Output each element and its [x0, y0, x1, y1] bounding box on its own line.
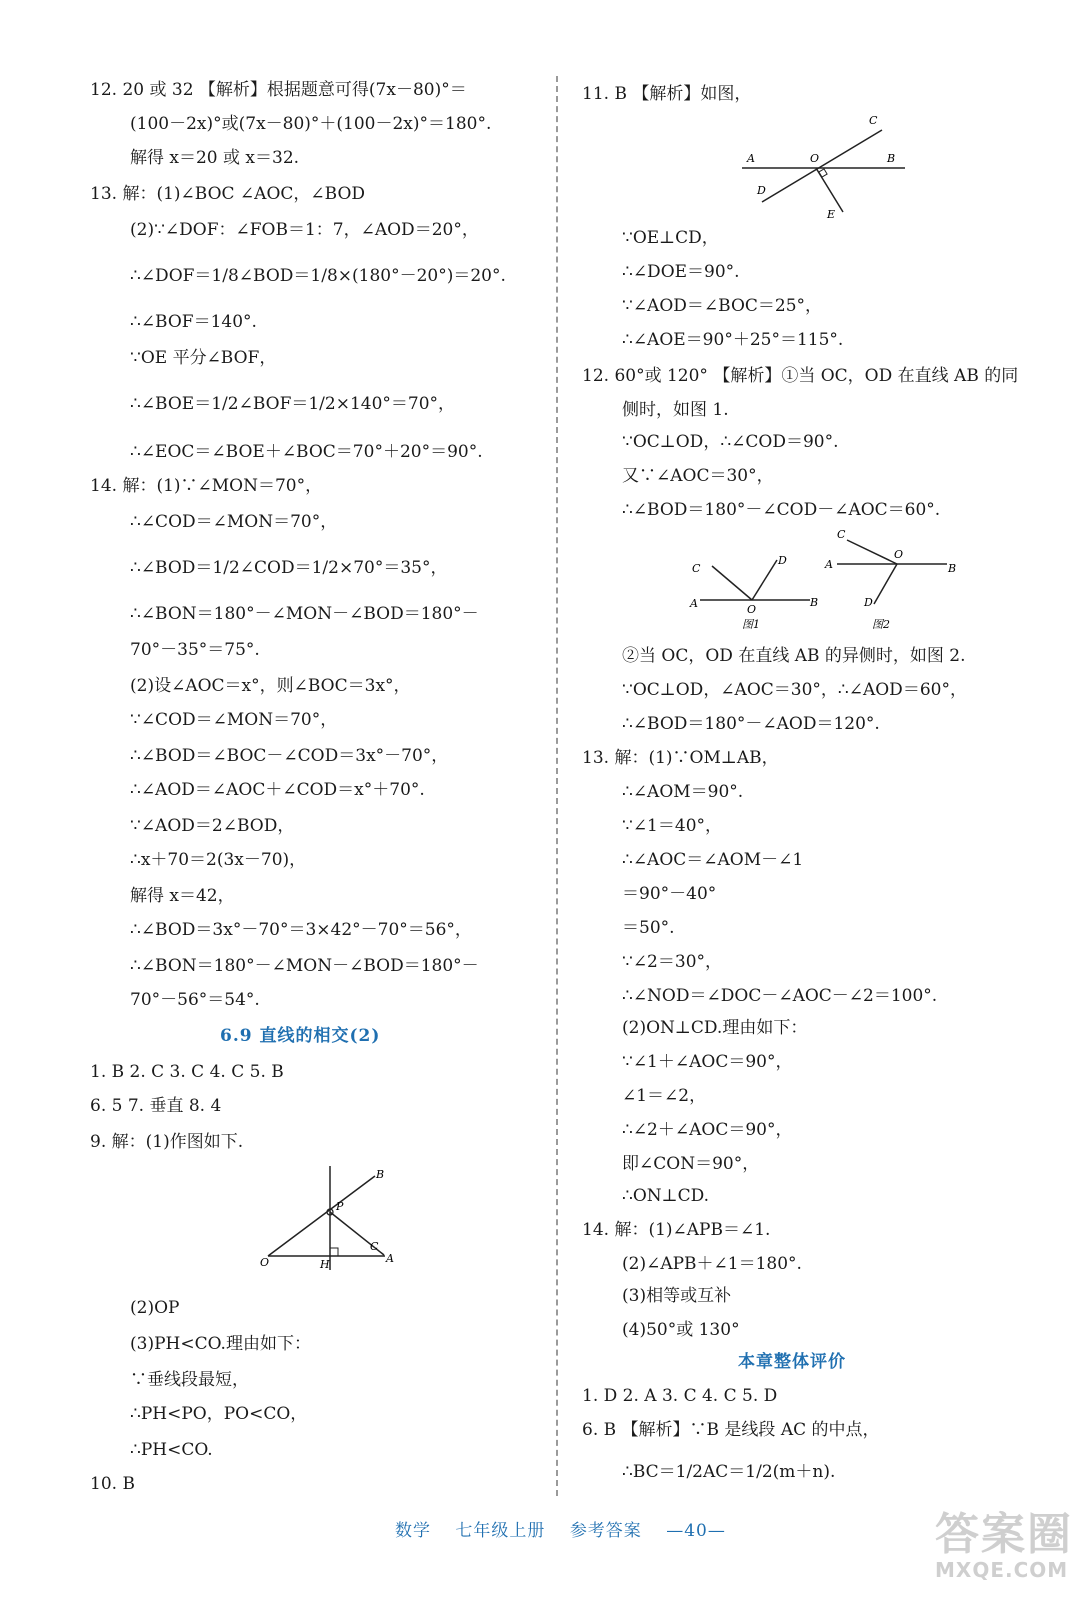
label-C: C [869, 114, 878, 127]
label-P: P [336, 1200, 344, 1213]
right-line: ∴∠2＋∠AOC＝90°， [622, 1120, 793, 1140]
right-line: 1. D 2. A 3. C 4. C 5. D [582, 1386, 778, 1406]
label-E: E [827, 208, 836, 221]
left-line: 70°－35°＝75°. [130, 640, 260, 660]
right-line: ∵OC⊥OD，∠AOC＝30°，∴∠AOD＝60°， [622, 680, 967, 700]
right-line: 侧时，如图 1. [622, 400, 729, 420]
fig1-label-B: B [810, 596, 819, 609]
footer-section: 参考答案 [569, 1521, 642, 1541]
right-line: ∴∠AOC＝∠AOM－∠1 [622, 850, 804, 870]
left-line: ∵OE 平分∠BOF， [130, 348, 277, 368]
footer-subject: 数学 [395, 1521, 431, 1541]
left-line: 解得 x＝42， [130, 886, 235, 906]
left-line: ∴PH<PO，PO<CO， [130, 1404, 308, 1424]
figure-q9 [260, 1162, 400, 1277]
right-line: (3)相等或互补 [622, 1286, 732, 1306]
right-line: ∠1＝∠2， [622, 1086, 707, 1106]
label-A: A [747, 152, 755, 165]
right-line: ＝90°－40° [622, 884, 717, 904]
left-line: 9. 解：(1)作图如下. [90, 1132, 244, 1152]
left-line: ∵垂线段最短， [130, 1370, 249, 1390]
fig1-label-D: D [778, 554, 787, 567]
left-line: ∵∠AOD＝2∠BOD， [130, 816, 295, 836]
figure-q11 [737, 112, 912, 227]
left-line: ∵∠COD＝∠MON＝70°， [130, 710, 338, 730]
left-line: ∴∠BOE＝1/2∠BOF＝1/2×140°＝70°， [130, 394, 456, 414]
left-line: ∴x＋70＝2(3x－70)， [130, 850, 307, 870]
left-line: 13. 解：(1)∠BOC ∠AOC，∠BOD [90, 184, 366, 204]
right-line: ∴∠BOD＝180°－∠COD－∠AOC＝60°. [622, 500, 941, 520]
section-title-chapter-review: 本章整体评价 [738, 1352, 846, 1372]
left-line: 解得 x＝20 或 x＝32. [130, 148, 300, 168]
right-line: (2)ON⊥CD.理由如下： [622, 1018, 808, 1038]
left-line: ∴∠EOC＝∠BOE＋∠BOC＝70°＋20°＝90°. [130, 442, 483, 462]
label-B: B [376, 1168, 385, 1181]
fig1-caption: 图1 [742, 618, 760, 631]
right-line: 12. 60°或 120° 【解析】①当 OC，OD 在直线 AB 的同 [582, 366, 1019, 386]
right-line: ∴∠AOM＝90°. [622, 782, 744, 802]
left-line: ∴∠DOF＝1/8∠BOD＝1/8×(180°－20°)＝20°. [130, 266, 506, 286]
label-H: H [320, 1258, 330, 1271]
left-line: ∴∠AOD＝∠AOC＋∠COD＝x°＋70°. [130, 780, 425, 800]
left-line: ∴∠BOD＝1/2∠COD＝1/2×70°＝35°， [130, 558, 448, 578]
fig2-label-A: A [825, 558, 833, 571]
label-D: D [757, 184, 766, 197]
right-line: (4)50°或 130° [622, 1320, 740, 1340]
fig1-label-O: O [747, 603, 757, 616]
left-line: ∴∠BOD＝3x°－70°＝3×42°－70°＝56°， [130, 920, 472, 940]
left-line: 10. B [90, 1474, 135, 1494]
right-line: ∵∠2＝30°， [622, 952, 723, 972]
footer-grade: 七年级上册 [455, 1521, 546, 1541]
left-line: ∴PH<CO. [130, 1440, 213, 1460]
label-A: A [386, 1252, 394, 1265]
fig2-label-D: D [864, 596, 873, 609]
fig2-caption: 图2 [872, 618, 890, 631]
label-O: O [260, 1256, 270, 1269]
left-line: (2)∵∠DOF：∠FOB＝1：7，∠AOD＝20°， [130, 220, 479, 240]
left-line: (3)PH<CO.理由如下： [130, 1334, 311, 1354]
fig2-label-C: C [837, 528, 846, 541]
right-line: ＝50°. [622, 918, 675, 938]
column-divider [556, 76, 558, 1496]
fig2-label-B: B [948, 562, 957, 575]
right-line: ∴ON⊥CD. [622, 1186, 710, 1206]
label-B: B [887, 152, 896, 165]
right-line: ∴∠NOD＝∠DOC－∠AOC－∠2＝100°. [622, 986, 938, 1006]
label-O: O [810, 152, 820, 165]
right-line: ∴∠BOD＝180°－∠AOD＝120°. [622, 714, 880, 734]
right-line: ∵∠1＝40°， [622, 816, 723, 836]
right-line: ∵∠AOD＝∠BOC＝25°， [622, 296, 823, 316]
fig2-label-O: O [894, 548, 904, 561]
left-line: 14. 解：(1)∵∠MON＝70°， [90, 476, 323, 496]
left-line: ∴∠BOD＝∠BOC－∠COD＝3x°－70°， [130, 746, 449, 766]
watermark-logo: 答案圈 MXQE.COM [935, 1509, 1073, 1582]
right-line: 14. 解：(1)∠APB＝∠1. [582, 1220, 771, 1240]
right-line: ∵OC⊥OD，∴∠COD＝90°. [622, 432, 839, 452]
right-line: (2)∠APB＋∠1＝180°. [622, 1254, 802, 1274]
left-line: 1. B 2. C 3. C 4. C 5. B [90, 1062, 284, 1082]
right-line: ∴∠DOE＝90°. [622, 262, 740, 282]
right-line: 又∵∠AOC＝30°， [622, 466, 774, 486]
label-C: C [370, 1240, 379, 1253]
section-title-6-9: 6.9 直线的相交(2) [220, 1026, 381, 1046]
right-line: ∵OE⊥CD， [622, 228, 719, 248]
left-line: (2)OP [130, 1298, 180, 1318]
right-line: 13. 解：(1)∵OM⊥AB， [582, 748, 779, 768]
figure-q12 [682, 524, 972, 639]
left-line: ∴∠COD＝∠MON＝70°， [130, 512, 338, 532]
right-line: ∵∠1＋∠AOC＝90°， [622, 1052, 793, 1072]
left-line: 6. 5 7. 垂直 8. 4 [90, 1096, 222, 1116]
page-footer [395, 1516, 795, 1541]
left-line: (2)设∠AOC＝x°，则∠BOC＝3x°， [130, 676, 411, 696]
right-line: ∴∠AOE＝90°＋25°＝115°. [622, 330, 844, 350]
left-line: ∴∠BOF＝140°. [130, 312, 257, 332]
left-line: (100－2x)°或(7x－80)°＋(100－2x)°＝180°. [130, 114, 492, 134]
footer-page-number: —40— [666, 1521, 726, 1541]
fig1-label-A: A [690, 597, 698, 610]
left-line: 70°－56°＝54°. [130, 990, 260, 1010]
left-line: ∴∠BON＝180°－∠MON－∠BOD＝180°－ [130, 604, 479, 624]
right-line: 11. B 【解析】如图， [582, 84, 752, 104]
right-line: ②当 OC，OD 在直线 AB 的异侧时，如图 2. [622, 646, 966, 666]
left-line: ∴∠BON＝180°－∠MON－∠BOD＝180°－ [130, 956, 479, 976]
fig1-label-C: C [692, 562, 701, 575]
right-line: 即∠CON＝90°， [622, 1154, 760, 1174]
right-line: 6. B 【解析】∵B 是线段 AC 的中点， [582, 1420, 880, 1440]
left-line: 12. 20 或 32 【解析】根据题意可得(7x－80)°＝ [90, 80, 467, 100]
right-line: ∴BC＝1/2AC＝1/2(m＋n). [622, 1462, 836, 1482]
